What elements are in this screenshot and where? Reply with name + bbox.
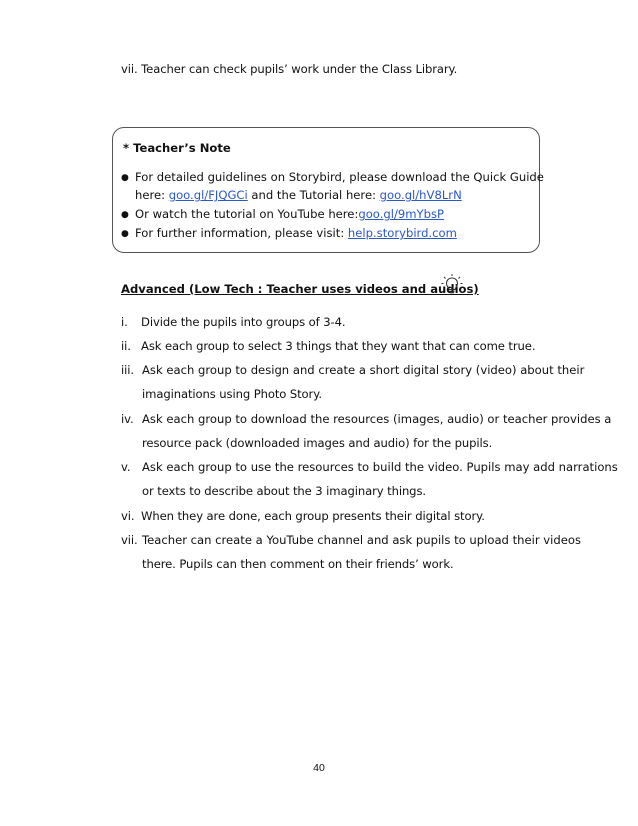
note-bullet-2: ● Or watch the tutorial on YouTube here:goo.gl/9mYbsP: [121, 207, 445, 221]
step-iii-line-1: Ask each group to design and create a short digital story (video) about their: [142, 363, 585, 377]
bullet-dot-icon: ●: [121, 210, 129, 220]
lightbulb-icon: [440, 273, 464, 297]
step-vi: vi. When they are done, each group presents their digital story.: [121, 509, 485, 523]
step-i: i. Divide the pupils into groups of 3-4.: [121, 315, 346, 329]
step-iii-num: iii.: [121, 363, 134, 377]
link-help-storybird[interactable]: help.storybird.com: [347, 226, 457, 240]
step-iv-line-2: resource pack (downloaded images and audio) for the pupils.: [142, 436, 493, 450]
step-v-line-1: Ask each group to use the resources to build the video. Pupils may add narrations: [142, 460, 618, 474]
note-bullet-1: ● For detailed guidelines on Storybird, please download the Quick Guide: [121, 170, 544, 184]
link-quick-guide[interactable]: goo.gl/FJQGCi: [168, 188, 248, 202]
link-tutorial[interactable]: goo.gl/hV8LrN: [379, 188, 462, 202]
step-iv-num: iv.: [121, 412, 134, 426]
step-v-line-2: or texts to describe about the 3 imaginary things.: [142, 484, 426, 498]
step-iii-line-2: imaginations using Photo Story.: [142, 387, 322, 401]
link-youtube-tutorial[interactable]: goo.gl/9mYbsP: [358, 207, 445, 221]
top-item-vii: vii. Teacher can check pupils’ work under the Class Library.: [121, 62, 458, 76]
step-iv-line-1: Ask each group to download the resources (images, audio) or teacher provides a: [142, 412, 612, 426]
note-bullet-1-line-2: here: goo.gl/FJQGCi and the Tutorial here: goo.gl/hV8LrN: [135, 188, 462, 202]
step-ii: ii. Ask each group to select 3 things that they want that can come true.: [121, 339, 536, 353]
teachers-note-box: [112, 127, 544, 253]
note-bullet-3: ● For further information, please visit: help.storybird.com: [121, 226, 457, 240]
bullet-dot-icon: ●: [121, 173, 129, 183]
advanced-heading: Advanced (Low Tech : Teacher uses videos and audios): [121, 282, 479, 296]
page-number: 40: [313, 762, 325, 774]
bullet-dot-icon: ●: [121, 229, 129, 239]
step-vii-line-1: Teacher can create a YouTube channel and ask pupils to upload their videos: [142, 533, 582, 547]
step-vii-num: vii.: [121, 533, 138, 547]
step-v-num: v.: [121, 460, 131, 474]
note-title: * Teacher’s Note: [123, 141, 231, 155]
step-vii-line-2: there. Pupils can then comment on their friends’ work.: [142, 557, 454, 571]
